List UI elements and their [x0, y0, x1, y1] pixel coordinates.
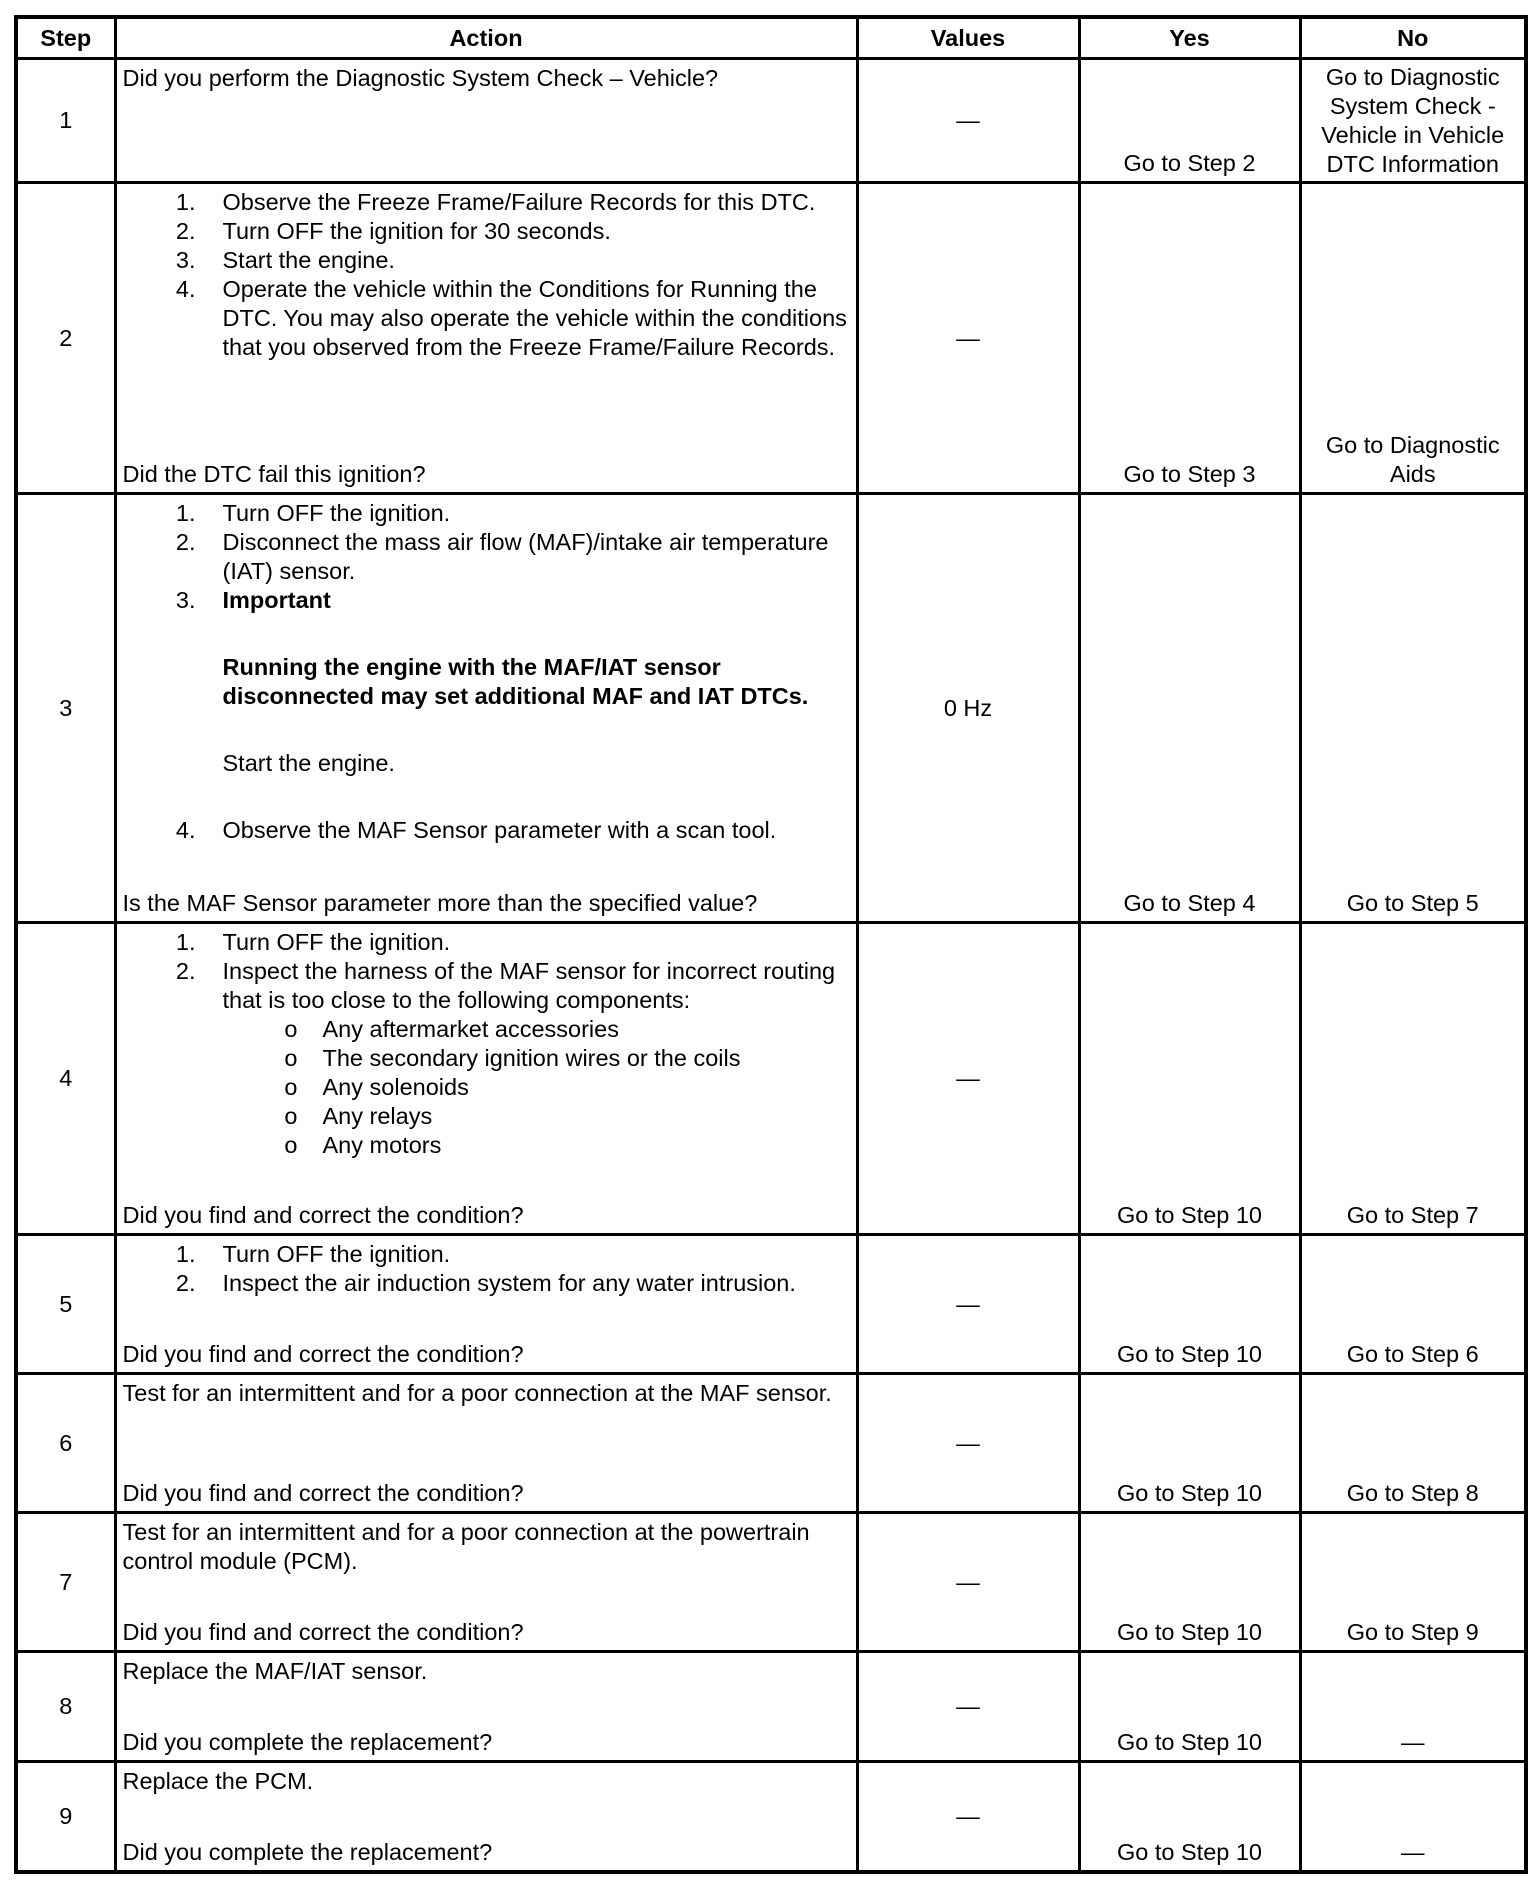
no-cell: Go to Diagnostic System Check - Vehicle in Vehicle DTC Information	[1300, 59, 1526, 183]
action-steps	[123, 188, 850, 362]
no-cell: Go to Step 8	[1300, 1374, 1526, 1513]
action-cell	[115, 1235, 857, 1374]
header-action: Action	[115, 17, 857, 59]
action-intro: Replace the MAF/IAT sensor.	[122, 1658, 428, 1684]
important-note: Running the engine with the MAF/IAT sensor disconnected may set additional MAF and IAT DTCs.	[222, 654, 809, 709]
list-item: 1. Observe the Freeze Frame/Failure Records for this DTC.	[175, 189, 816, 215]
header-step: Step	[16, 17, 115, 59]
sub-list-item: o Any motors	[123, 1131, 850, 1160]
diagnostic-table	[14, 15, 1528, 1874]
action-intro: Replace the PCM.	[122, 1768, 314, 1794]
list-item: 3. Start the engine.	[175, 247, 395, 273]
list-item: 4. Observe the MAF Sensor parameter with a scan tool.	[175, 817, 777, 843]
yes-cell: Go to Step 10	[1079, 923, 1300, 1235]
step3-extra: Start the engine.	[222, 750, 395, 776]
step-number: 9	[16, 1762, 115, 1873]
list-item: 2. Inspect the air induction system for any water intrusion.	[175, 1270, 796, 1296]
value-cell: —	[857, 1762, 1079, 1873]
value-cell: —	[857, 1652, 1079, 1762]
action-cell	[115, 923, 857, 1235]
step-number: 2	[16, 183, 115, 494]
sub-list-item: o Any aftermarket accessories	[123, 1015, 850, 1044]
list-item: 4. Operate the vehicle within the Conditions for Running the DTC. You may also operate the vehicle within the conditions that you observed from the Freeze Frame/Failure Records.	[175, 276, 847, 360]
action-steps	[123, 1240, 850, 1298]
value-cell: —	[857, 1235, 1079, 1374]
bullet-icon: o	[284, 1074, 298, 1100]
yes-cell: Go to Step 10	[1079, 1652, 1300, 1762]
action-cell	[115, 1652, 857, 1762]
step-number: 1	[16, 59, 115, 183]
table-row-step-5	[16, 1235, 1526, 1374]
action-cell	[115, 183, 857, 494]
table-row-step-7	[16, 1513, 1526, 1652]
no-cell: Go to Diagnostic Aids	[1300, 183, 1526, 494]
value-cell: —	[857, 1374, 1079, 1513]
no-cell: Go to Step 5	[1300, 494, 1526, 923]
action-question: Did the DTC fail this ignition?	[122, 461, 426, 487]
action-intro: Did you perform the Diagnostic System Check – Vehicle?	[122, 65, 719, 91]
step-number: 4	[16, 923, 115, 1235]
step-number: 3	[16, 494, 115, 923]
action-cell	[115, 494, 857, 923]
bullet-icon: o	[284, 1045, 298, 1071]
action-cell	[115, 59, 857, 183]
value-cell: —	[857, 59, 1079, 183]
action-question: Did you find and correct the condition?	[122, 1619, 524, 1645]
action-question: Did you complete the replacement?	[122, 1729, 493, 1755]
yes-cell: Go to Step 3	[1079, 183, 1300, 494]
header-values: Values	[857, 17, 1079, 59]
important-label: Important	[222, 587, 331, 613]
action-question: Did you complete the replacement?	[122, 1839, 493, 1865]
yes-cell: Go to Step 10	[1079, 1513, 1300, 1652]
no-cell: Go to Step 7	[1300, 923, 1526, 1235]
table-row-step-9	[16, 1762, 1526, 1873]
value-cell: —	[857, 1513, 1079, 1652]
list-item: 2. Turn OFF the ignition for 30 seconds.	[175, 218, 611, 244]
table-row-step-1	[16, 59, 1526, 183]
action-intro: Test for an intermittent and for a poor connection at the MAF sensor.	[122, 1380, 832, 1406]
action-steps	[123, 928, 850, 1160]
list-item: 1. Turn OFF the ignition.	[175, 929, 451, 955]
yes-cell: Go to Step 10	[1079, 1235, 1300, 1374]
value-cell: —	[857, 183, 1079, 494]
list-item: 2. Disconnect the mass air flow (MAF)/intake air temperature (IAT) sensor.	[175, 529, 829, 584]
header-row	[16, 17, 1526, 59]
yes-cell: Go to Step 10	[1079, 1762, 1300, 1873]
bullet-icon: o	[284, 1016, 298, 1042]
header-yes: Yes	[1079, 17, 1300, 59]
table-row-step-3	[16, 494, 1526, 923]
action-cell	[115, 1513, 857, 1652]
table-row-step-2	[16, 183, 1526, 494]
list-item: 2. Inspect the harness of the MAF sensor for incorrect routing that is too close to the following components:	[175, 958, 836, 1013]
action-cell	[115, 1762, 857, 1873]
sub-list-item: o The secondary ignition wires or the coils	[123, 1044, 850, 1073]
no-cell: Go to Step 6	[1300, 1235, 1526, 1374]
value-cell: 0 Hz	[857, 494, 1079, 923]
yes-cell: Go to Step 4	[1079, 494, 1300, 923]
list-item: 1. Turn OFF the ignition.	[175, 500, 451, 526]
no-cell: —	[1300, 1652, 1526, 1762]
list-item: 1. Turn OFF the ignition.	[175, 1241, 451, 1267]
no-cell: Go to Step 9	[1300, 1513, 1526, 1652]
action-steps	[123, 499, 850, 845]
list-item: 3. Important	[123, 586, 850, 615]
sub-list-item: o Any solenoids	[123, 1073, 850, 1102]
table-row-step-8	[16, 1652, 1526, 1762]
step-number: 6	[16, 1374, 115, 1513]
action-question: Did you find and correct the condition?	[122, 1202, 524, 1228]
no-cell: —	[1300, 1762, 1526, 1873]
value-cell: —	[857, 923, 1079, 1235]
header-no: No	[1300, 17, 1526, 59]
action-question: Did you find and correct the condition?	[122, 1480, 524, 1506]
step-number: 7	[16, 1513, 115, 1652]
yes-cell: Go to Step 10	[1079, 1374, 1300, 1513]
bullet-icon: o	[284, 1132, 298, 1158]
step-number: 5	[16, 1235, 115, 1374]
action-intro: Test for an intermittent and for a poor connection at the powertrain control module (PCM).	[122, 1519, 810, 1574]
yes-cell: Go to Step 2	[1079, 59, 1300, 183]
action-question: Is the MAF Sensor parameter more than the specified value?	[122, 890, 758, 916]
bullet-icon: o	[284, 1103, 298, 1129]
action-question: Did you find and correct the condition?	[122, 1341, 524, 1367]
table-row-step-4	[16, 923, 1526, 1235]
step-number: 8	[16, 1652, 115, 1762]
sub-list-item: o Any relays	[123, 1102, 850, 1131]
table-row-step-6	[16, 1374, 1526, 1513]
action-cell	[115, 1374, 857, 1513]
